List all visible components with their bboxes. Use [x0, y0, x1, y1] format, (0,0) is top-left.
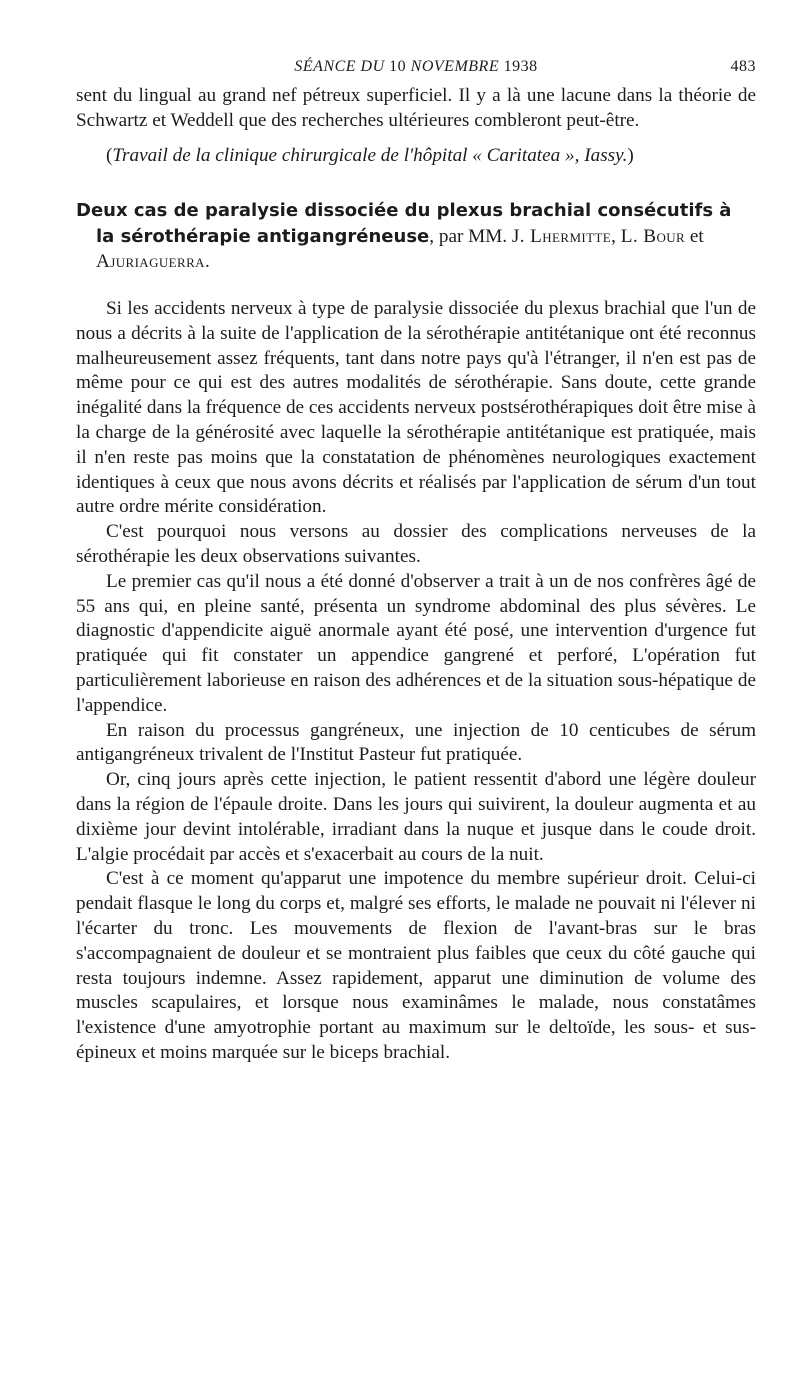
session-year: 1938: [503, 58, 538, 75]
credit-text: Travail de la clinique chirurgicale de l'hôpital « Caritatea », Iassy.: [112, 144, 628, 166]
journal-page: [76, 58, 756, 1066]
author-lhermitte: J. Lhermitte: [511, 225, 612, 247]
body-paragraph: Le premier cas qu'il nous a été donné d'observer a trait à un de nos confrères âgé de 55 ans qui, en pleine santé, présenta un syndrome abdominal des plus sévères. Le diagnostic d'appendicite aiguë anormale ayant été posé, une intervention d'urgence fut pratiquée qui fit constater un appendice gangrené et perforé, L'opération fut particulièrement laborieuse en raison des adhérences et de la situation sous-hépatique de l'appendice.: [76, 570, 756, 716]
author-bour: L. Bour: [620, 225, 686, 247]
running-head: [76, 58, 756, 84]
article-title: Deux cas de paralysie dissociée du plexus brachial consécutifs à la sérothérapie antigangréneuse: [76, 200, 732, 247]
institution-credit: (Travail de la clinique chirurgicale de l'hôpital « Caritatea », Iassy.): [106, 144, 634, 166]
continuation-paragraph: sent du lingual au grand nef pétreux superficiel. Il y a là une lacune dans la théorie de Schwartz et Weddell que des recherches ultérieures combleront peut-être.: [76, 85, 756, 131]
author-ajuriaguerra: Ajuriaguerra: [96, 250, 205, 272]
body-paragraph: C'est pourquoi nous versons au dossier des complications nerveuses de la sérothérapie les deux observations suivantes.: [76, 521, 756, 567]
body-paragraph: En raison du processus gangréneux, une injection de 10 centicubes de sérum antigangréneux trivalent de l'Institut Pasteur fut pratiquée.: [76, 719, 756, 766]
session-day: 10: [389, 58, 407, 75]
page-number: 483: [730, 58, 756, 75]
body-paragraph: C'est à ce moment qu'apparut une impotence du membre supérieur droit. Celui-ci pendait flasque le long du corps et, malgré ses efforts, le malade ne pouvait ni l'élever ni l'écarter du tronc. Les mouvements de flexion de l'avant-bras sur le bras s'accompagnaient de douleur et se montraient plus faibles que ceux du côté gauche qui resta toujours indemne. Assez rapidement, apparut une diminution de volume des muscles scapulaires, et lorsque nous examinâmes le malade, nous constatâmes l'existence d'une amyotrophie portant au maximum sur le deltoïde, les sous- et sus-épineux et moins marquée sur le biceps brachial.: [76, 868, 756, 1063]
article-heading: Deux cas de paralysie dissociée du plexus brachial consécutifs à la sérothérapie antigangréneuse, par MM. J. Lhermitte, L. Bour et Ajuriaguerra.: [76, 200, 732, 272]
body-paragraph: Or, cinq jours après cette injection, le patient ressentit d'abord une légère douleur dans la région de l'épaule droite. Dans les jours qui suivirent, la douleur augmenta et au dixième jour devint intolérable, irradiant dans la nuque et jusque dans le coude droit. L'algie procédait par accès et s'exacerbait au cours de la nuit.: [76, 769, 756, 865]
body-paragraph: Si les accidents nerveux à type de paralysie dissociée du plexus brachial que l'un de nous a décrits à la suite de l'application de la sérothérapie antitétanique ont été reconnus malheureusement assez fréquents, tant dans notre pays qu'à l'étranger, il n'en est pas de même pour ce qui est des autres modalités de sérothérapie. Sans doute, cette grande inégalité dans la fréquence de ces accidents nerveux postsérothérapiques doit être mise à la charge de la générosité avec laquelle la sérothérapie antitétanique est pratiquée, mais il n'en reste pas moins que la constatation de phénomènes neurologiques exactement identiques à ceux que nous avons décrits et réalisés par l'application de sérum d'un tout autre ordre mérite considération.: [76, 298, 756, 518]
running-head-title: SÉANCE DU 10 NOVEMBRE 1938: [294, 58, 538, 75]
